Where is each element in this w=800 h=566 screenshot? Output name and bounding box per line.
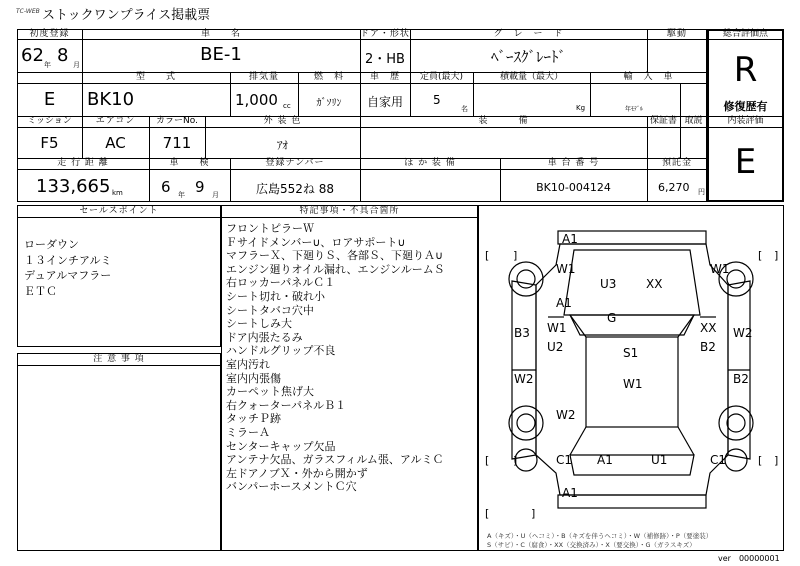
type-label: 型 式 bbox=[135, 72, 176, 82]
repair-history-note: 修復歴有 bbox=[723, 100, 768, 113]
site-logo: TC-WEB bbox=[16, 8, 40, 15]
caution-panel bbox=[17, 353, 221, 551]
list-item: エンジン廻りオイル漏れ、エンジンルームＳ bbox=[226, 262, 445, 276]
mileage-unit: km bbox=[112, 189, 123, 197]
drive-label: 駆動 bbox=[666, 29, 687, 39]
diagram-legend: S（サビ）・C（腐食）・XX（交換済み）・X（要交換）・G（ガラスキズ） bbox=[487, 541, 696, 549]
damage-mark: W1 bbox=[623, 377, 643, 391]
bracket-mark: [ bbox=[485, 454, 490, 467]
capacity-label: 定員(最大) bbox=[419, 72, 464, 82]
displacement-label: 排気量 bbox=[248, 72, 279, 82]
damage-mark: XX bbox=[646, 277, 663, 291]
version-text: ver 00000001 bbox=[718, 554, 780, 563]
import-unit: 年ﾓﾃﾞﾙ bbox=[625, 106, 644, 113]
list-item: 左ドアノブＸ・外から開かず bbox=[226, 466, 368, 480]
damage-mark: W2 bbox=[733, 326, 753, 340]
damage-mark: U3 bbox=[600, 277, 617, 291]
interior-rating: E bbox=[734, 142, 757, 182]
plate-value: 広島552ね 88 bbox=[256, 182, 334, 196]
list-item: アンテナ欠品、ガラスフィルム張、アルミＣ bbox=[226, 453, 444, 467]
bracket-mark: ] bbox=[774, 249, 779, 262]
list-item: ミラーＡ bbox=[226, 425, 270, 439]
damage-mark: W1 bbox=[710, 262, 730, 276]
list-item: シートしみ大 bbox=[226, 317, 292, 331]
damage-mark: A1 bbox=[556, 296, 572, 310]
year-unit: 年 bbox=[44, 61, 51, 69]
damage-mark: A1 bbox=[562, 486, 578, 500]
manual-label: 取説 bbox=[684, 116, 703, 126]
list-item: センターキャップ欠品 bbox=[226, 439, 336, 453]
door-type-label: ドア・形状 bbox=[360, 29, 410, 39]
damage-mark: G bbox=[607, 311, 617, 325]
deposit-unit: 円 bbox=[698, 188, 705, 196]
capacity-unit: 名 bbox=[461, 105, 468, 113]
damage-mark: S1 bbox=[623, 346, 639, 360]
deposit-value: 6,270 bbox=[658, 181, 690, 194]
damage-mark: C1 bbox=[556, 453, 573, 467]
sales-point-label: セールスポイント bbox=[79, 206, 159, 216]
inspection-month-unit: 月 bbox=[212, 191, 219, 199]
list-item: ドア内張たるみ bbox=[226, 330, 303, 344]
model-name: BE-1 bbox=[200, 44, 242, 65]
list-item: Ｆサイドメンバー∪、ロアサポート∪ bbox=[226, 235, 406, 249]
mission-label: ミッション bbox=[27, 116, 72, 126]
grade-label: グ レ ー ド bbox=[493, 29, 564, 39]
list-item: ＥＴＣ bbox=[24, 284, 57, 298]
load-unit: Kg bbox=[576, 104, 586, 112]
mileage-label: 走 行 距 離 bbox=[57, 158, 109, 168]
inspection-label: 車 検 bbox=[169, 158, 210, 168]
fuel-value: ｶﾞｿﾘﾝ bbox=[316, 98, 342, 109]
list-item: 室内汚れ bbox=[226, 357, 270, 371]
list-item: 右クォーターパネルＢ１ bbox=[226, 398, 347, 412]
bracket-mark: [ bbox=[758, 454, 763, 467]
damage-mark: A1 bbox=[562, 232, 578, 246]
displacement: 1,000 bbox=[235, 91, 278, 109]
damage-mark: B2 bbox=[700, 340, 716, 354]
total-rating-label: 総合評価点 bbox=[722, 29, 768, 39]
page-title: ストックワンプライス掲載票 bbox=[42, 8, 211, 23]
total-rating: R bbox=[733, 50, 758, 90]
damage-mark: W1 bbox=[556, 262, 576, 276]
chassis-no-label: 車 台 番 号 bbox=[547, 158, 600, 168]
sales-point-list bbox=[24, 237, 112, 299]
capacity-value: 5 bbox=[433, 93, 441, 107]
list-item: フロントピラーＷ bbox=[226, 222, 314, 235]
month-unit: 月 bbox=[73, 61, 80, 69]
fuel-label: 燃 料 bbox=[313, 72, 344, 82]
damage-mark: B2 bbox=[733, 372, 749, 386]
history-value: 自家用 bbox=[366, 95, 403, 109]
other-equipment-label: ほ か 装 備 bbox=[404, 158, 456, 168]
bracket-mark: ] bbox=[774, 454, 779, 467]
exterior-label: 外 装 色 bbox=[263, 116, 302, 126]
list-item: 右ロッカーパネルＣ１ bbox=[226, 276, 336, 290]
mission-value: F5 bbox=[40, 134, 59, 152]
damage-mark: W2 bbox=[514, 372, 534, 386]
bracket-mark: ] bbox=[513, 249, 518, 262]
list-item: 室内内張傷 bbox=[226, 371, 281, 385]
first-reg-year: 62 bbox=[21, 45, 44, 66]
grade-value: ﾍﾞｰｽｸﾞﾚｰﾄﾞ bbox=[490, 48, 566, 66]
equipment-label: 装 備 bbox=[478, 116, 529, 126]
list-item: マフラーＸ、下廻りＳ、各部Ｓ、下廻りＡ∪ bbox=[226, 249, 444, 263]
diagram-legend: A（キズ）・U（ヘコミ）・B（キズを伴うヘコミ）・W（補修跡）・P（要塗装） bbox=[487, 532, 713, 540]
damage-mark: XX bbox=[700, 321, 717, 335]
notes-list bbox=[226, 222, 445, 494]
load-label: 積載量（最大） bbox=[499, 72, 563, 82]
model-type: BK10 bbox=[87, 89, 135, 110]
notes-label: 特記事項・不具合箇所 bbox=[299, 206, 400, 216]
bracket-mark: [ bbox=[485, 507, 490, 520]
interior-rating-label: 内装評価 bbox=[727, 116, 764, 126]
warranty-label: 保証書 bbox=[649, 116, 677, 126]
inspection-year-unit: 年 bbox=[178, 191, 185, 199]
bracket-mark: ] bbox=[513, 454, 518, 467]
damage-mark: W2 bbox=[556, 408, 576, 422]
door-type: 2・HB bbox=[365, 52, 405, 67]
damage-mark: W1 bbox=[547, 321, 567, 335]
damage-mark: C1 bbox=[710, 453, 727, 467]
aircon-label: エアコン bbox=[95, 116, 136, 126]
color-no-value: 711 bbox=[162, 134, 192, 152]
history-label: 車 歴 bbox=[369, 72, 400, 82]
bracket-mark: ] bbox=[531, 507, 536, 520]
bracket-mark: [ bbox=[758, 249, 763, 262]
caution-label: 注 意 事 項 bbox=[93, 354, 145, 364]
damage-mark: U2 bbox=[547, 340, 564, 354]
mileage-value: 133,665 bbox=[36, 176, 111, 197]
list-item: カーペット焦げ大 bbox=[226, 385, 314, 399]
damage-mark: U1 bbox=[651, 453, 668, 467]
list-item: タッチＰ跡 bbox=[226, 412, 281, 426]
chassis-no-value: BK10-004124 bbox=[536, 181, 611, 194]
import-label: 輸 入 車 bbox=[623, 72, 674, 82]
bracket-mark: [ bbox=[485, 249, 490, 262]
deposit-label: 預託金 bbox=[661, 158, 692, 168]
first-reg-month: 8 bbox=[57, 45, 69, 66]
plate-label: 登録ナンバー bbox=[265, 158, 325, 168]
drive-initial: E bbox=[43, 89, 56, 110]
color-no-label: カラーNo. bbox=[156, 116, 198, 126]
exterior-value: ｱｵ bbox=[277, 139, 288, 152]
model-name-label: 車 名 bbox=[200, 29, 241, 39]
list-item: ハンドルグリップ不良 bbox=[226, 344, 336, 358]
list-item: バンパーホースメントＣ穴 bbox=[226, 480, 357, 494]
list-item: シート切れ・破れ小 bbox=[226, 289, 325, 303]
displacement-unit: cc bbox=[283, 102, 291, 110]
list-item: シートタバコ穴中 bbox=[226, 303, 314, 317]
damage-mark: A1 bbox=[597, 453, 613, 467]
list-item: ローダウン bbox=[24, 238, 79, 251]
list-item: １３インチアルミ bbox=[24, 253, 112, 267]
list-item: デュアルマフラー bbox=[24, 269, 112, 282]
damage-mark: B3 bbox=[514, 326, 530, 340]
aircon-value: AC bbox=[105, 134, 126, 152]
inspection-year: 6 bbox=[161, 178, 171, 196]
inspection-month: 9 bbox=[195, 178, 205, 196]
first-reg-label: 初度登録 bbox=[29, 29, 70, 39]
